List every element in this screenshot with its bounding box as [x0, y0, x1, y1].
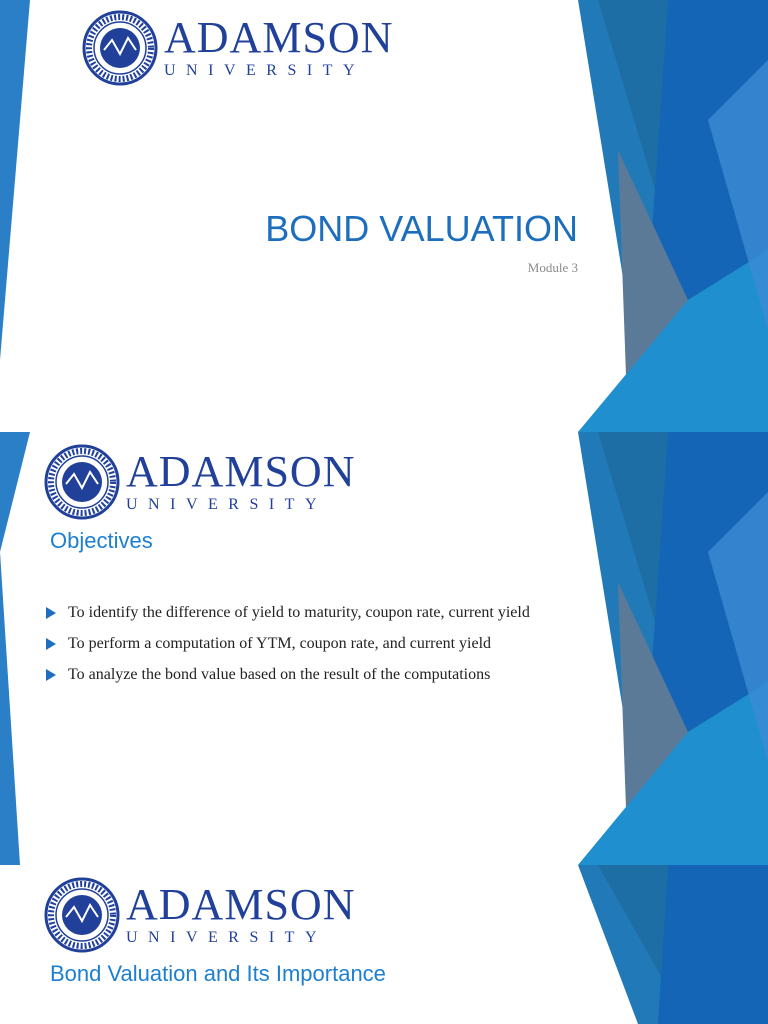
- list-item: [46, 602, 586, 624]
- list-item-text: To identify the difference of yield to maturity, coupon rate, current yield: [68, 604, 530, 621]
- logo-subwordmark: UNIVERSITY: [126, 929, 327, 946]
- university-logo: [44, 877, 355, 953]
- slide-bond-valuation: [0, 865, 768, 1024]
- decorative-shapes: [578, 0, 768, 432]
- university-seal-icon: [44, 444, 120, 520]
- slide-title: [0, 0, 768, 432]
- list-item-text: To analyze the bond value based on the result of the computations: [68, 666, 491, 683]
- bullet-arrow-icon: [46, 669, 56, 681]
- left-accent-shape: [0, 0, 40, 432]
- university-seal-icon: [44, 877, 120, 953]
- decorative-shapes: [578, 432, 768, 865]
- slide-subtitle: Module 3: [527, 260, 578, 275]
- list-item-text: To perform a computation of YTM, coupon rate, and current yield: [68, 635, 492, 652]
- left-accent-shape: [0, 432, 40, 865]
- bullet-arrow-icon: [46, 638, 56, 650]
- logo-subwordmark: UNIVERSITY: [126, 496, 327, 513]
- logo-wordmark: ADAMSON: [126, 447, 356, 496]
- university-logo: [44, 444, 355, 520]
- logo-subwordmark: UNIVERSITY: [164, 62, 365, 79]
- decorative-shapes: [578, 865, 768, 1024]
- university-seal-icon: [82, 10, 158, 86]
- slide-objectives: [0, 432, 768, 865]
- objectives-list: [46, 602, 586, 695]
- slide-heading: Bond Valuation and Its Importance: [50, 961, 386, 986]
- bullet-arrow-icon: [46, 607, 56, 619]
- university-logo: [82, 10, 393, 86]
- list-item: [46, 664, 586, 686]
- logo-wordmark: ADAMSON: [126, 880, 356, 929]
- slide-title-text: BOND VALUATION: [265, 208, 578, 249]
- slide-heading: Objectives: [50, 528, 153, 553]
- list-item: [46, 633, 586, 655]
- logo-wordmark: ADAMSON: [164, 13, 394, 62]
